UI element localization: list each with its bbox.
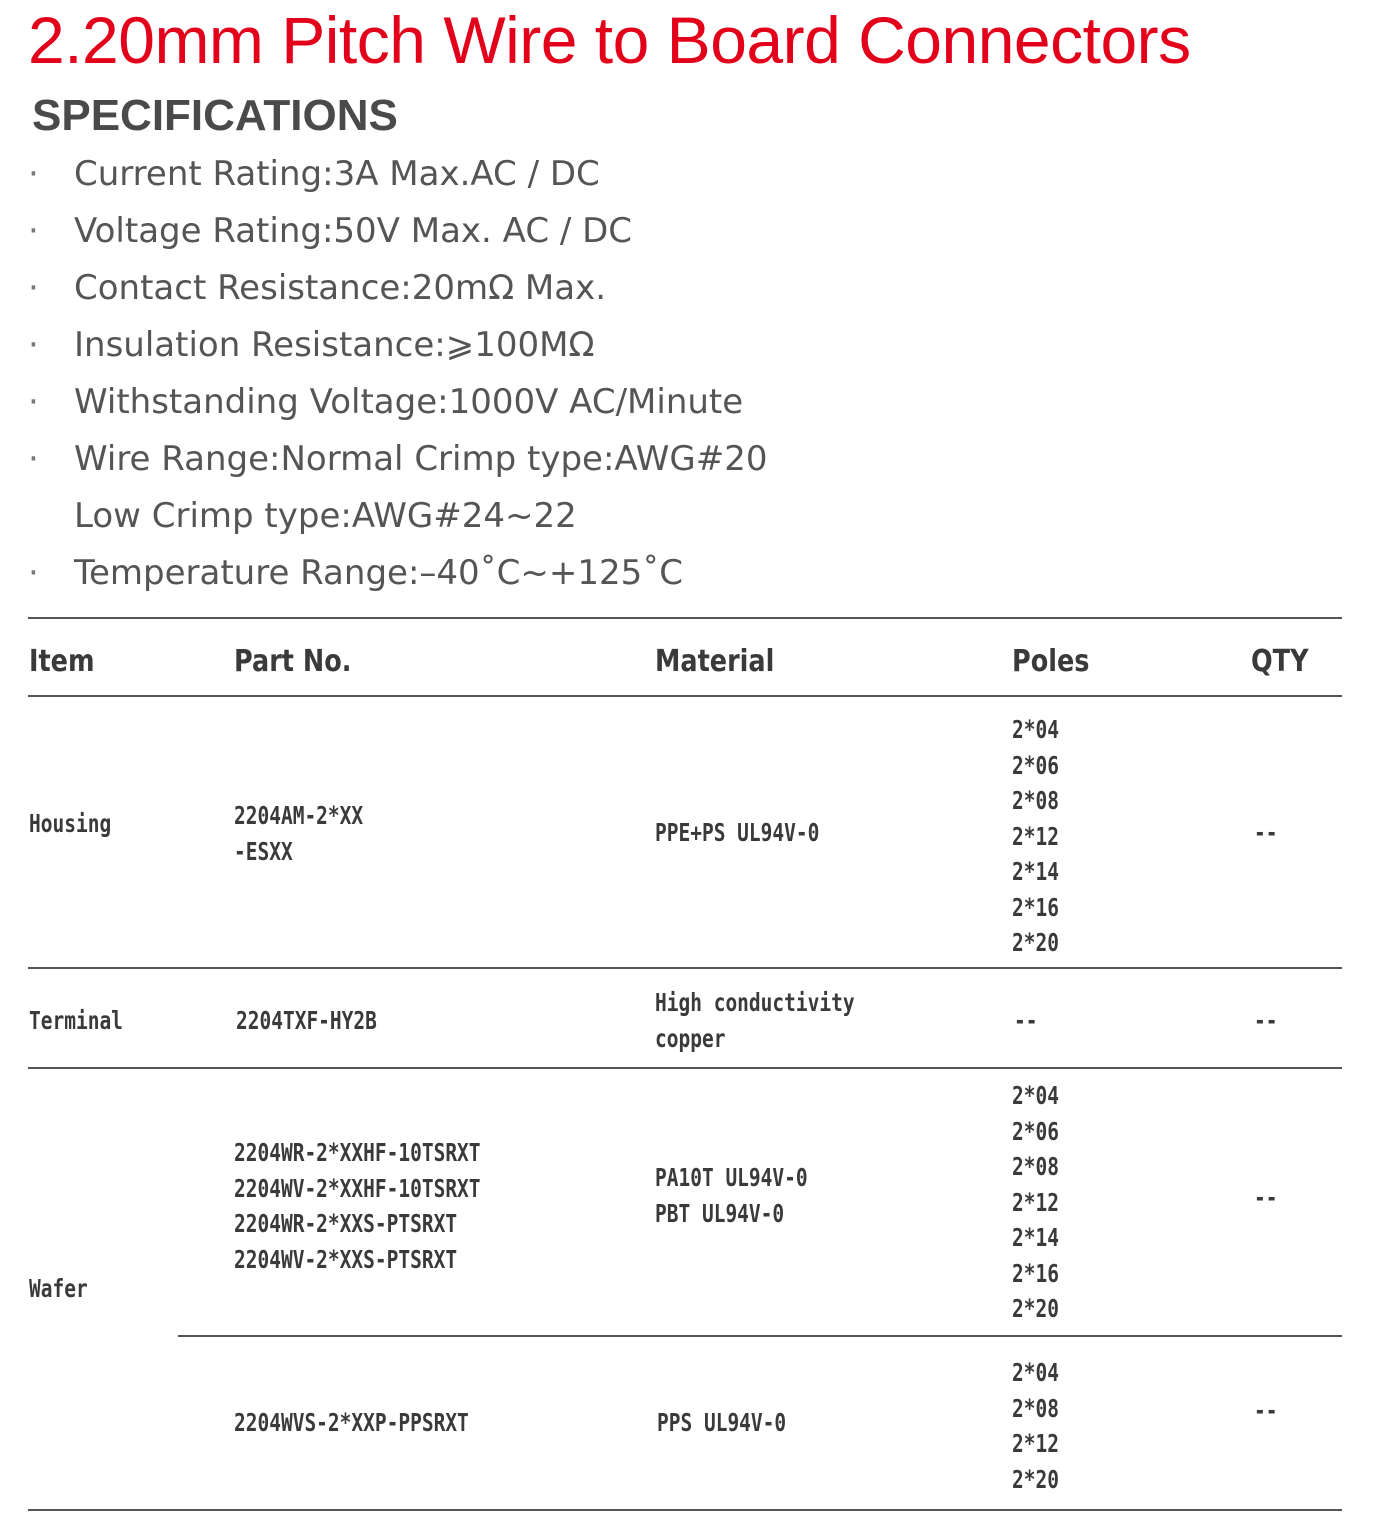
qty-wafer-1: -- [1254,1183,1278,1212]
table-top-divider [28,617,1342,619]
pole-value: 2*12 [1012,821,1059,851]
spec-item [28,431,1328,488]
part-no-line: 2204AM-2*XX [234,801,364,830]
material-line: copper [655,1023,726,1053]
bullet-icon: · [28,553,39,593]
bullet-icon: · [28,211,39,251]
spec-text: Voltage Rating:50V Max. AC / DC [74,211,633,251]
column-header-part-no: Part No. [234,644,352,679]
part-no-line: -ESXX [234,836,293,866]
specifications-list [28,146,1328,602]
bullet-icon: · [28,268,39,308]
material-wafer-2: PPS UL94V-0 [657,1408,787,1437]
spec-item [28,203,1328,260]
material-line: PBT UL94V-0 [655,1198,785,1228]
qty-housing: -- [1254,818,1278,847]
item-housing: Housing [29,809,112,838]
column-header-item: Item [29,644,95,679]
pole-value: 2*08 [1012,786,1059,815]
poles-housing [1012,712,1059,961]
pole-value: 2*20 [1012,1464,1059,1494]
spec-item [28,488,1328,545]
spec-item [28,146,1328,203]
row-divider [28,1067,1342,1069]
header-divider [28,695,1342,697]
pole-value: 2*14 [1012,1223,1059,1252]
spec-text: Withstanding Voltage:1000V AC/Minute [74,382,744,422]
part-no-line: 2204WR-2*XXHF-10TSRXT [234,1138,481,1167]
spec-text: Current Rating:3A Max.AC / DC [74,154,600,194]
pole-value: 2*20 [1012,1294,1059,1323]
spec-text: Contact Resistance:20mΩ Max. [74,268,607,308]
spec-text: Wire Range:Normal Crimp type:AWG#20 [74,439,768,479]
item-terminal: Terminal [29,1006,123,1035]
column-header-qty: QTY [1251,644,1309,679]
poles-wafer-2 [1012,1355,1059,1497]
part-no-wafer-1 [234,1135,481,1277]
bullet-icon: · [28,154,39,194]
spec-item [28,260,1328,317]
material-housing: PPE+PS UL94V-0 [655,818,820,847]
material-line: High conductivity [655,988,855,1017]
spec-item [28,374,1328,431]
pole-value: 2*12 [1012,1429,1059,1458]
item-wafer: Wafer [29,1274,88,1303]
pole-value: 2*04 [1012,1081,1059,1110]
material-terminal [655,985,855,1056]
pole-value: 2*04 [1012,715,1059,744]
pole-value: 2*04 [1012,1358,1059,1387]
column-header-material: Material [655,644,775,679]
pole-value: 2*20 [1012,928,1059,957]
part-no-line: 2204WR-2*XXS-PTSRXT [234,1209,458,1238]
column-header-poles: Poles [1012,644,1090,679]
spec-item [28,545,1328,602]
material-wafer-1 [655,1160,808,1231]
pole-value: 2*08 [1012,1393,1059,1423]
spec-text: Low Crimp type:AWG#24~22 [74,496,577,536]
spec-text: Insulation Resistance:⩾100MΩ [74,325,595,365]
bullet-icon: · [28,439,39,479]
page-title: 2.20mm Pitch Wire to Board Connectors [28,3,1191,77]
specifications-heading: SPECIFICATIONS [32,91,398,140]
poles-terminal: -- [1014,1006,1038,1035]
pole-value: 2*12 [1012,1187,1059,1217]
pole-value: 2*16 [1012,892,1059,922]
material-line: PA10T UL94V-0 [655,1163,808,1192]
qty-wafer-2: -- [1254,1396,1278,1425]
part-no-wafer-2: 2204WVS-2*XXP-PPSRXT [234,1408,469,1437]
pole-value: 2*08 [1012,1152,1059,1181]
part-no-housing [234,798,363,869]
poles-wafer-1 [1012,1078,1059,1327]
part-no-line: 2204WV-2*XXHF-10TSRXT [234,1173,481,1203]
spec-text: Temperature Range:–40˚C~+125˚C [74,553,684,593]
table-bottom-divider [28,1509,1342,1511]
part-no-line: 2204WV-2*XXS-PTSRXT [234,1244,458,1274]
qty-terminal: -- [1254,1006,1278,1035]
part-no-terminal: 2204TXF-HY2B [236,1006,377,1035]
pole-value: 2*06 [1012,750,1059,780]
bullet-icon: · [28,325,39,365]
pole-value: 2*06 [1012,1116,1059,1146]
subrow-divider [178,1335,1342,1337]
spec-item [28,317,1328,374]
pole-value: 2*16 [1012,1258,1059,1288]
bullet-icon: · [28,382,39,422]
pole-value: 2*14 [1012,857,1059,886]
row-divider [28,967,1342,969]
